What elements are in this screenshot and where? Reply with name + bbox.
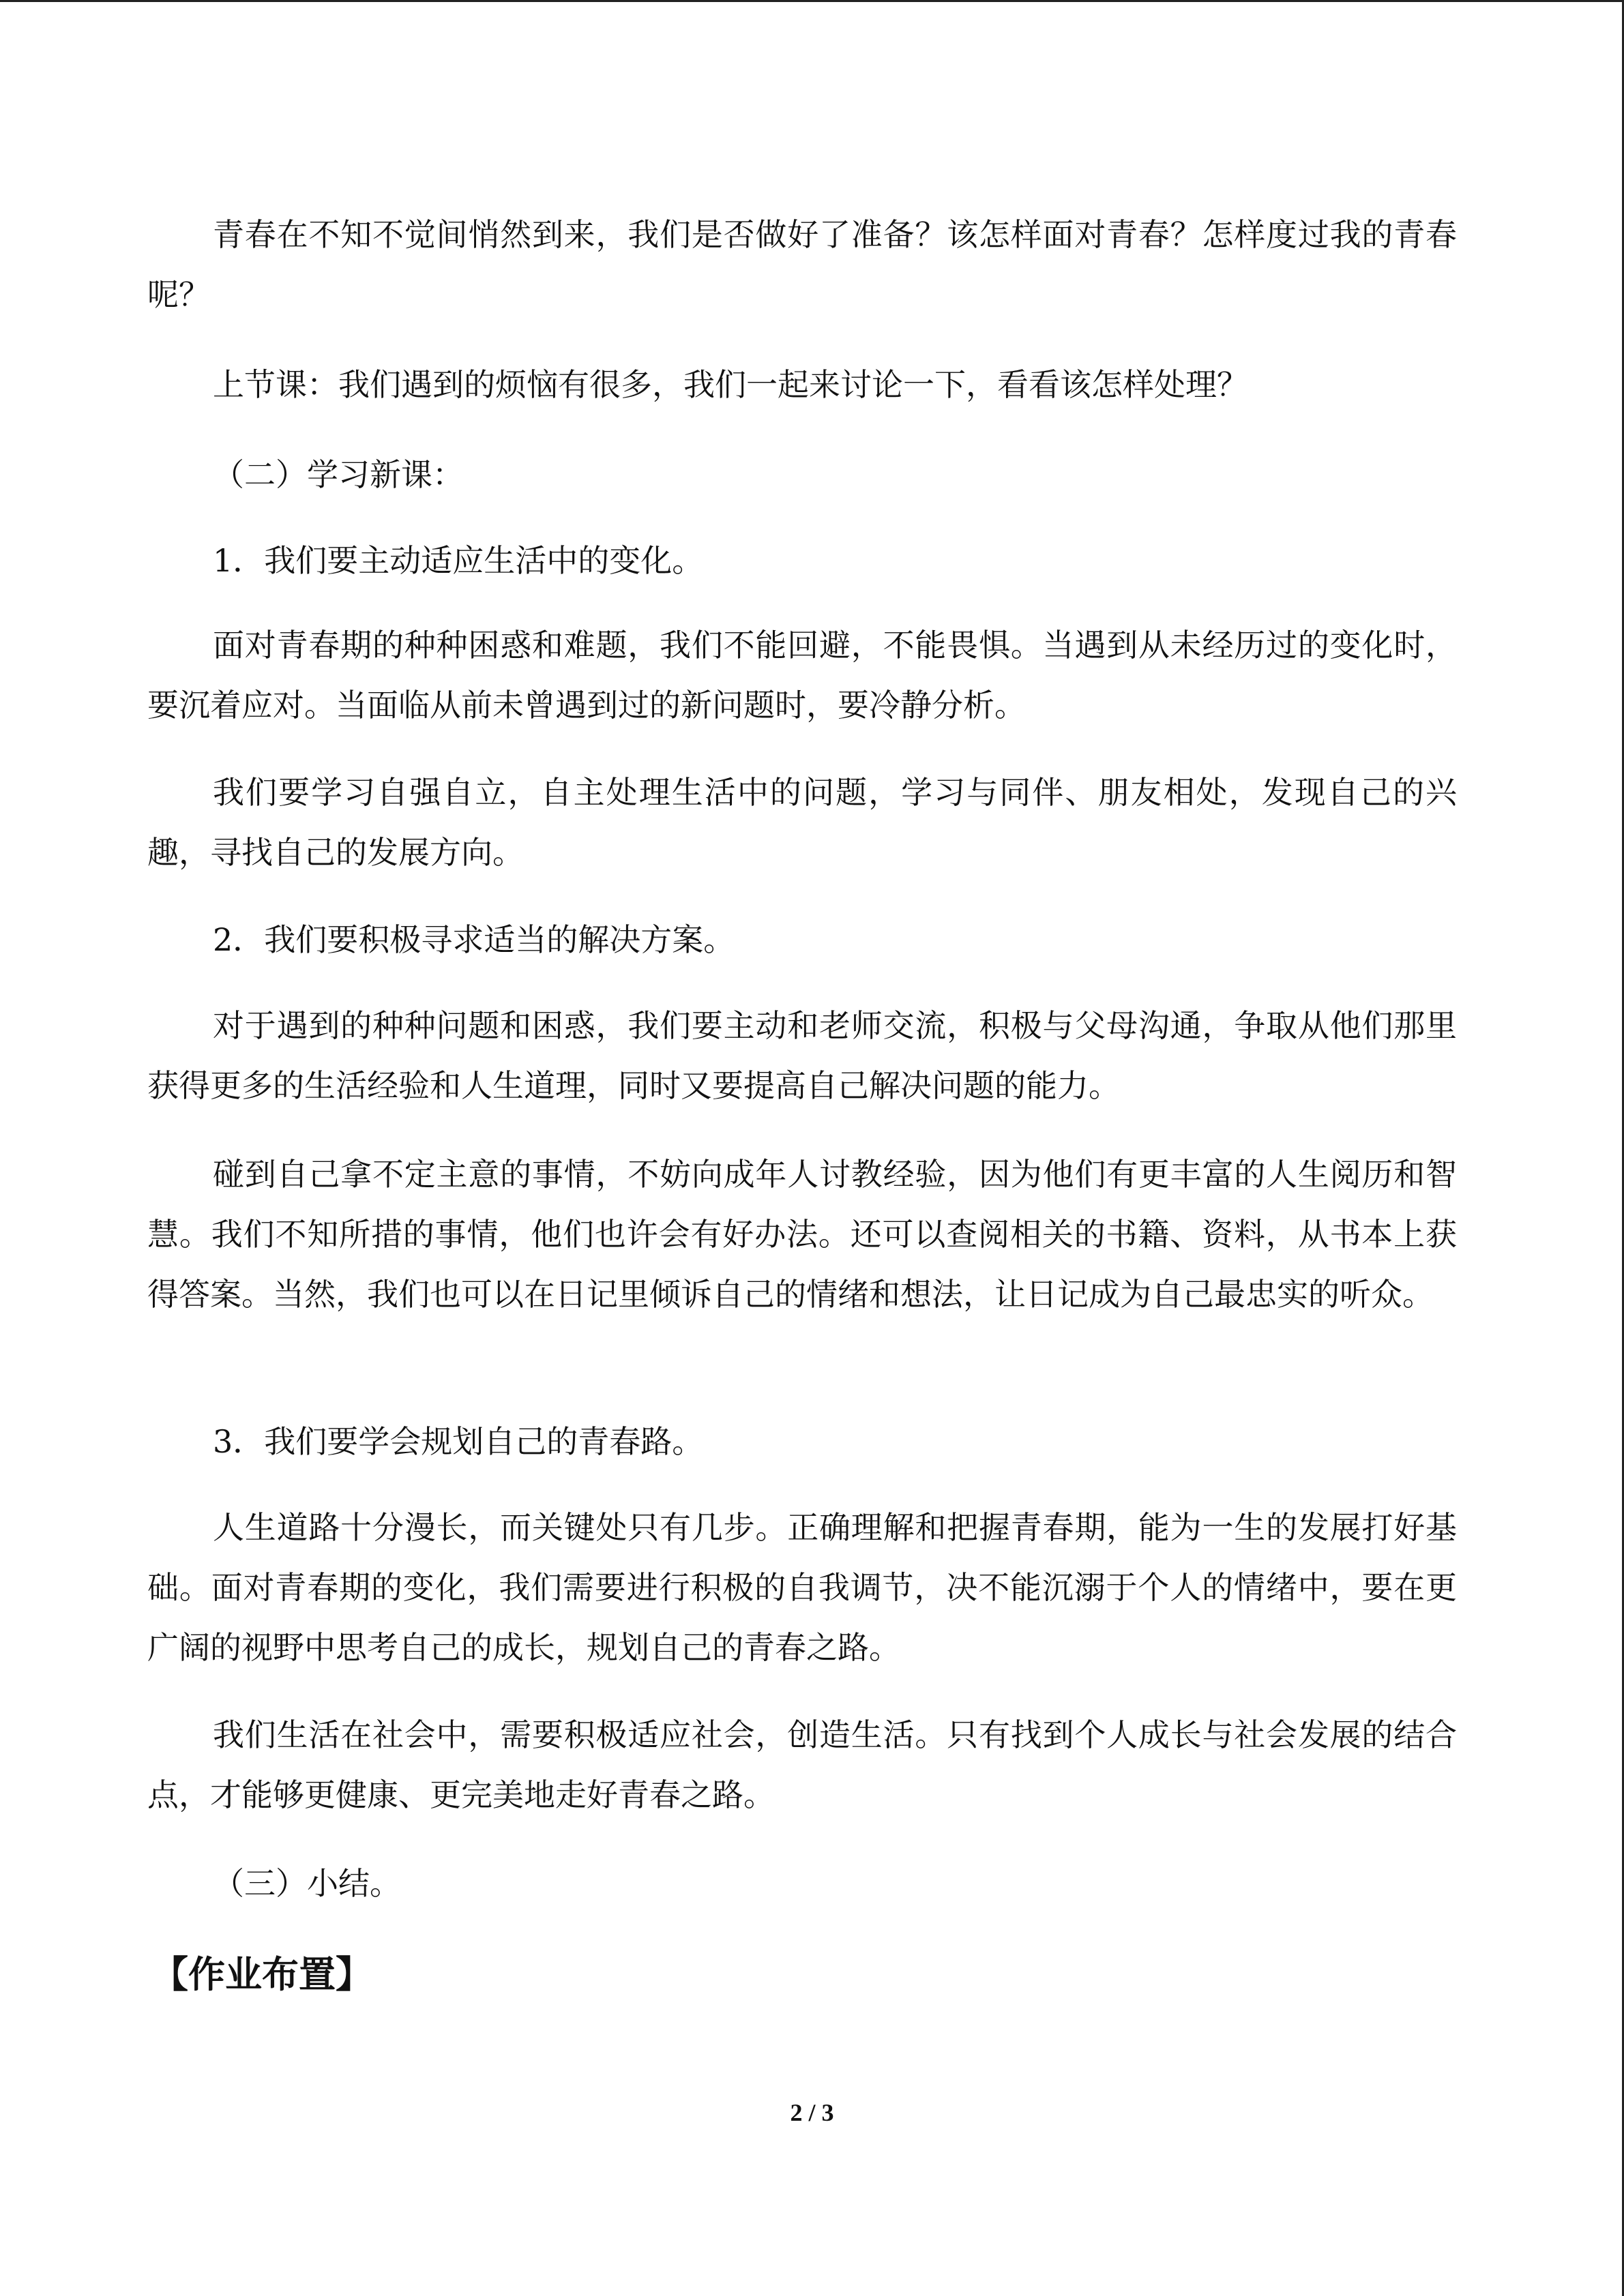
paragraph-previous-lesson: 上节课：我们遇到的烦恼有很多，我们一起来讨论一下，看看该怎样处理？ xyxy=(213,366,1248,403)
paragraph-point-1-a: 面对青春期的种种困惑和难题，我们不能回避，不能畏惧。当遇到从未经历过的变化时，要沉着应对。当面临从前未曾遇到过的新问题时，要冷静分析。 xyxy=(147,627,1457,724)
point-heading-2: 2．我们要积极寻求适当的解决方案。 xyxy=(213,921,735,958)
homework-heading: 【作业布置】 xyxy=(151,1953,372,1996)
paragraph-point-1-b: 我们要学习自强自立，自主处理生活中的问题，学习与同伴、朋友相处，发现自己的兴趣，寻找自己的发展方向。 xyxy=(147,774,1457,871)
section-heading-summary: （三）小结。 xyxy=(213,1865,401,1902)
paragraph-point-3-a: 人生道路十分漫长，而关键处只有几步。正确理解和把握青春期，能为一生的发展打好基础。面对青春期的变化，我们需要进行积极的自我调节，决不能沉溺于个人的情绪中，要在更广阔的视野中思考自己的成长，规划自己的青春之路。 xyxy=(147,1509,1457,1666)
paragraph-intro: 青春在不知不觉间悄然到来，我们是否做好了准备？该怎样面对青春？怎样度过我的青春呢？ xyxy=(147,216,1457,313)
paragraph-point-3-b: 我们生活在社会中，需要积极适应社会，创造生活。只有找到个人成长与社会发展的结合点，才能够更健康、更完美地走好青春之路。 xyxy=(147,1716,1457,1813)
point-heading-3: 3．我们要学会规划自己的青春路。 xyxy=(213,1423,704,1460)
paragraph-point-2-b: 碰到自己拿不定主意的事情，不妨向成年人讨教经验，因为他们有更丰富的人生阅历和智慧。我们不知所措的事情，他们也许会有好办法。还可以查阅相关的书籍、资料，从书本上获得答案。当然，我们也可以在日记里倾诉自己的情绪和想法，让日记成为自己最忠实的听众。 xyxy=(147,1156,1457,1313)
paragraph-point-2-a: 对于遇到的种种问题和困惑，我们要主动和老师交流，积极与父母沟通，争取从他们那里获得更多的生活经验和人生道理，同时又要提高自己解决问题的能力。 xyxy=(147,1007,1457,1104)
page-number: 2 / 3 xyxy=(790,2099,834,2126)
section-heading-new-lesson: （二）学习新课： xyxy=(213,456,464,493)
point-heading-1: 1．我们要主动适应生活中的变化。 xyxy=(213,542,704,579)
